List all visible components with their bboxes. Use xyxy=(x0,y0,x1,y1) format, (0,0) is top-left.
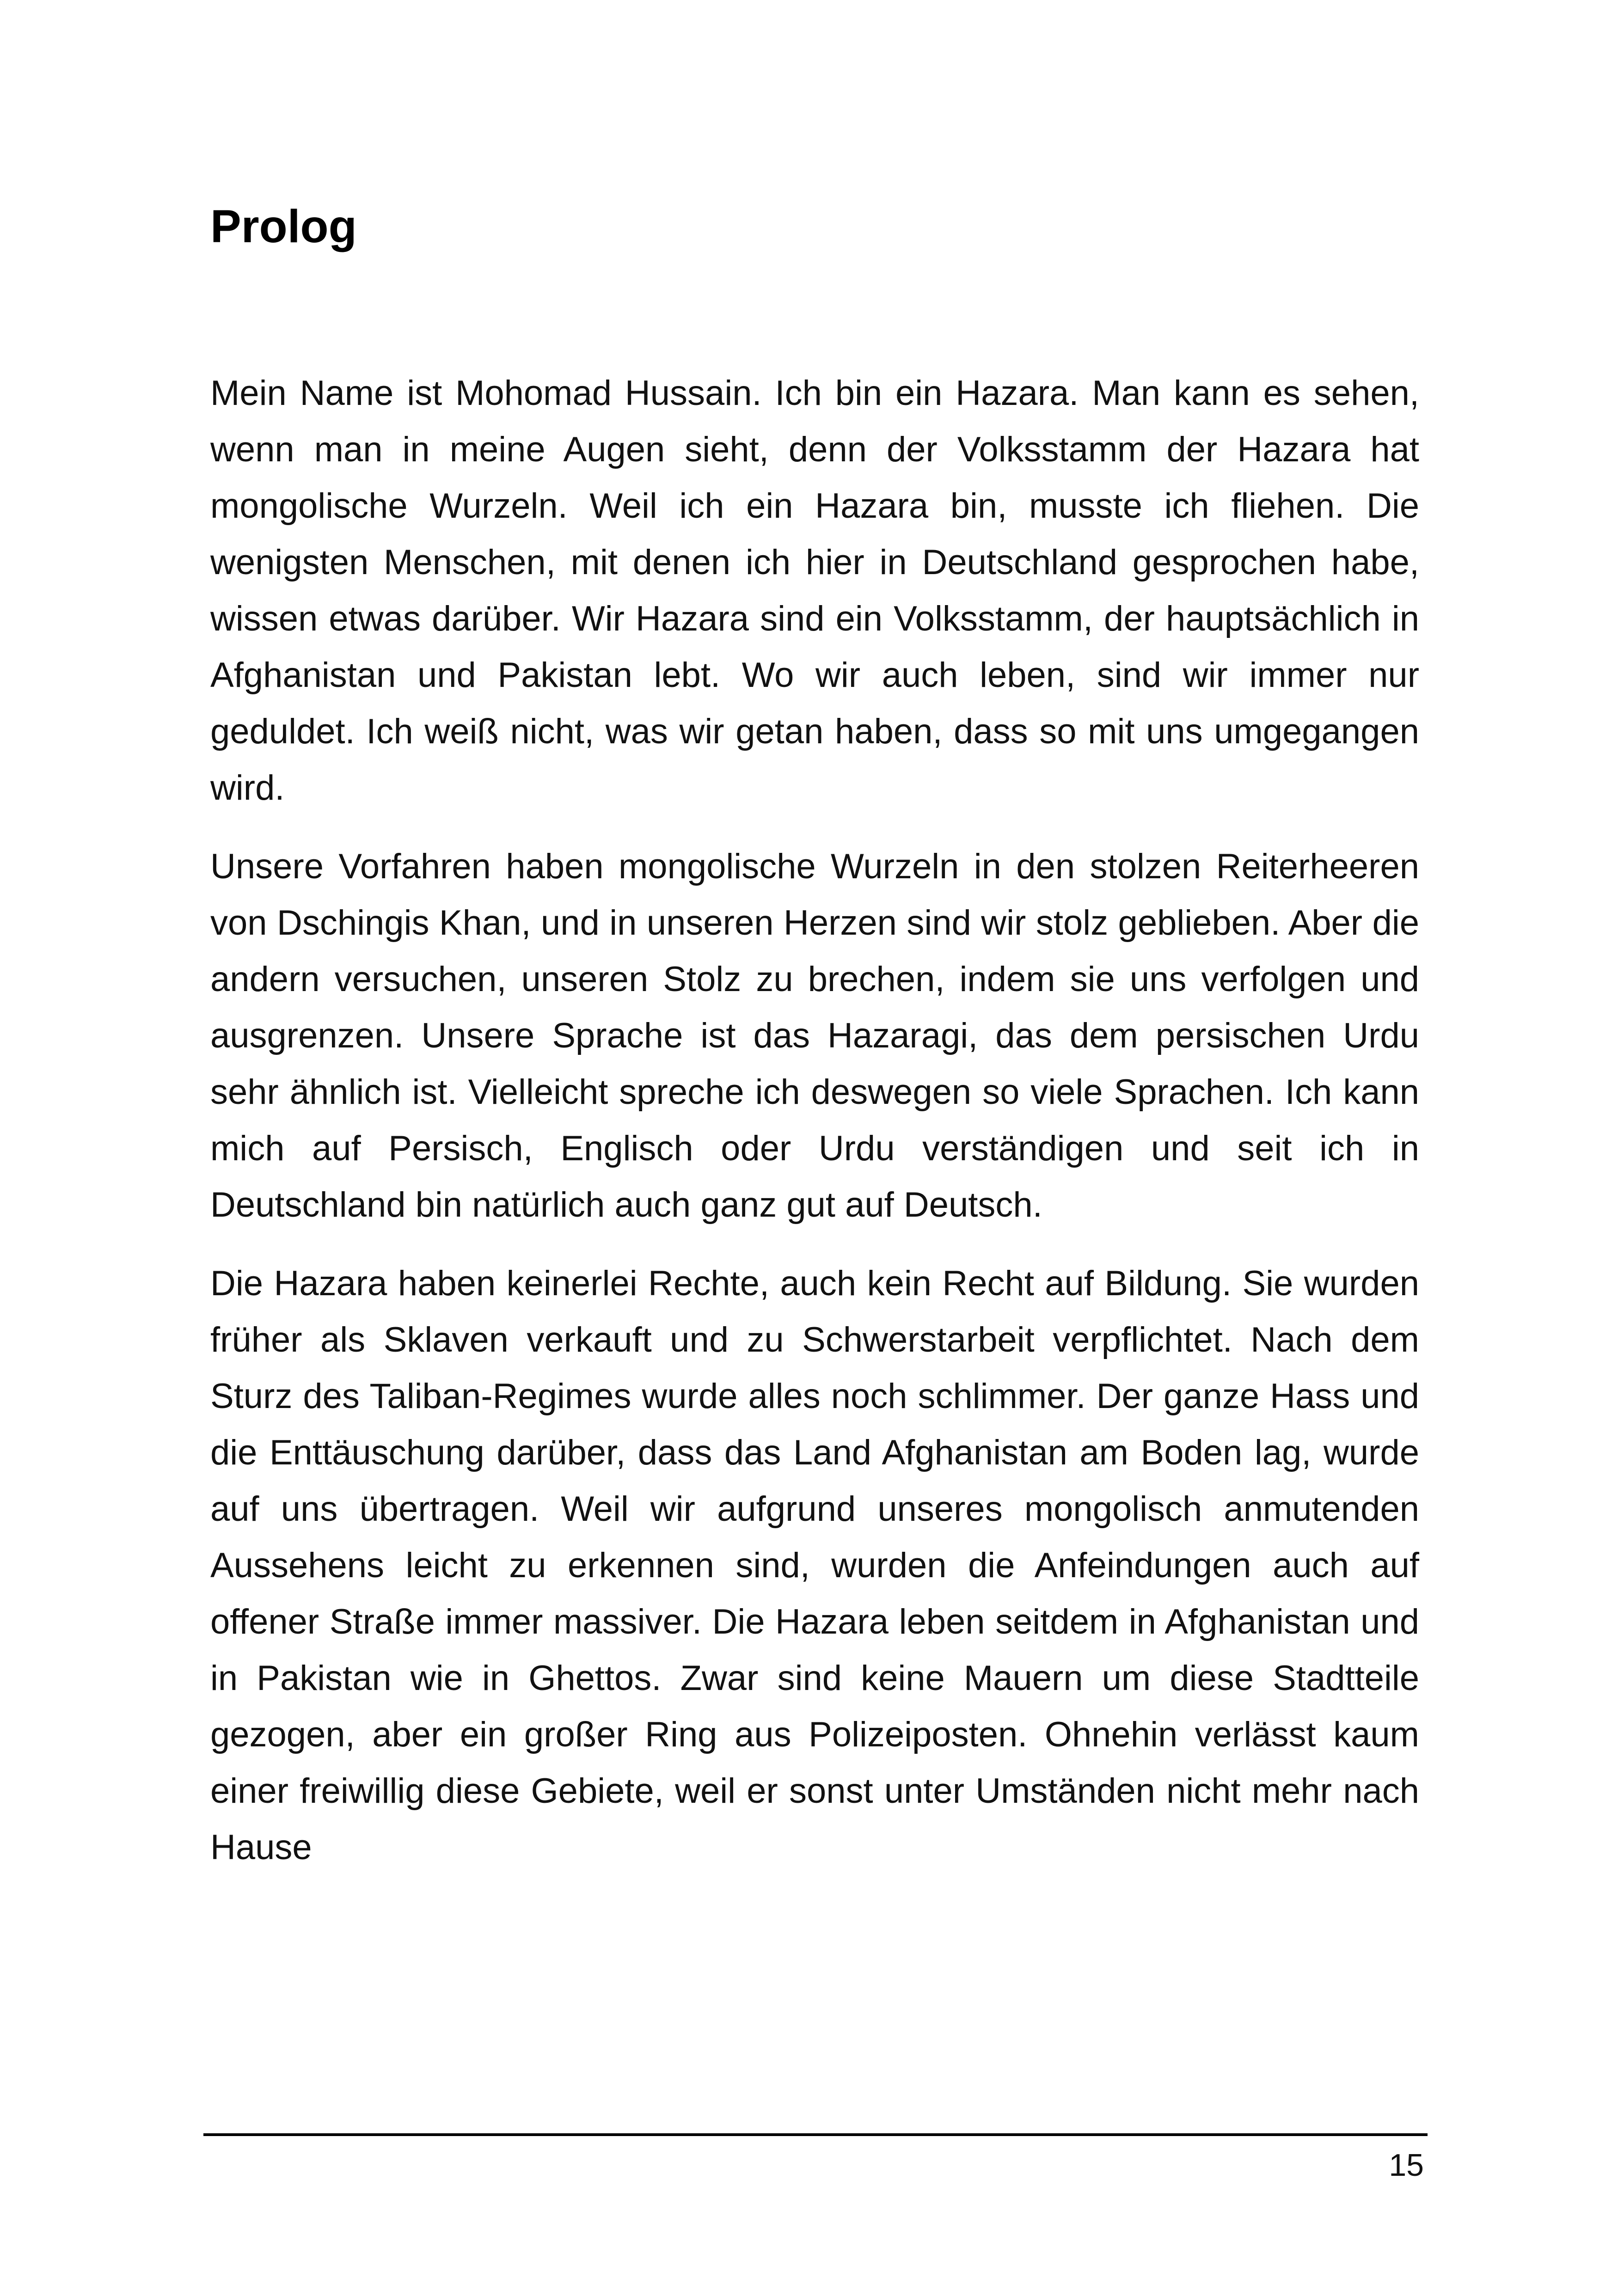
body-paragraph-1: Mein Name ist Mohomad Hussain. Ich bin ein Hazara. Man kann es sehen, wenn man in meine Augen sieht, denn der Volksstamm der Hazara hat mongolische Wurzeln. Weil ich ein Hazara bin, musste ich fliehen. Die wenigsten Menschen, mit denen ich hier in Deutschland gesprochen habe, wissen etwas darüber. Wir Hazara sind ein Volksstamm, der hauptsächlich in Afghanistan und Pakistan lebt. Wo wir auch leben, sind wir immer nur geduldet. Ich weiß nicht, was wir getan haben, dass so mit uns umgegangen wird. xyxy=(210,373,1419,808)
body-paragraph-3: Die Hazara haben keinerlei Rechte, auch kein Recht auf Bildung. Sie wurden früher als Sklaven verkauft und zu Schwerstarbeit verpflichtet. Nach dem Sturz des Taliban-Regimes wurde alles noch schlimmer. Der ganze Hass und die Enttäuschung darüber, dass das Land Afghanistan am Boden lag, wurde auf uns übertragen. Weil wir aufgrund unseres mongolisch anmutenden Aussehens leicht zu erkennen sind, wurden die Anfeindungen auch auf offener Straße immer massiver. Die Hazara leben seitdem in Afghanistan und in Pakistan wie in Ghettos. Zwar sind keine Mauern um diese Stadtteile gezogen, aber ein großer Ring aus Polizeiposten. Ohnehin verlässt kaum einer freiwillig diese Gebiete, weil er sonst unter Umständen nicht mehr nach Hause xyxy=(210,1264,1419,1867)
page-content xyxy=(210,199,1419,1898)
footer-divider xyxy=(203,2133,1428,2136)
page-number: 15 xyxy=(1389,2148,1424,2183)
body-paragraph-2: Unsere Vorfahren haben mongolische Wurzeln in den stolzen Reiterheeren von Dschingis Khan, und in unseren Herzen sind wir stolz geblieben. Aber die andern versuchen, unseren Stolz zu brechen, indem sie uns verfolgen und ausgrenzen. Unsere Sprache ist das Hazaragi, das dem persischen Urdu sehr ähnlich ist. Vielleicht spreche ich deswegen so viele Sprachen. Ich kann mich auf Persisch, Englisch oder Urdu verständigen und seit ich in Deutschland bin natürlich auch ganz gut auf Deutsch. xyxy=(210,847,1419,1225)
chapter-title: Prolog xyxy=(210,201,357,252)
